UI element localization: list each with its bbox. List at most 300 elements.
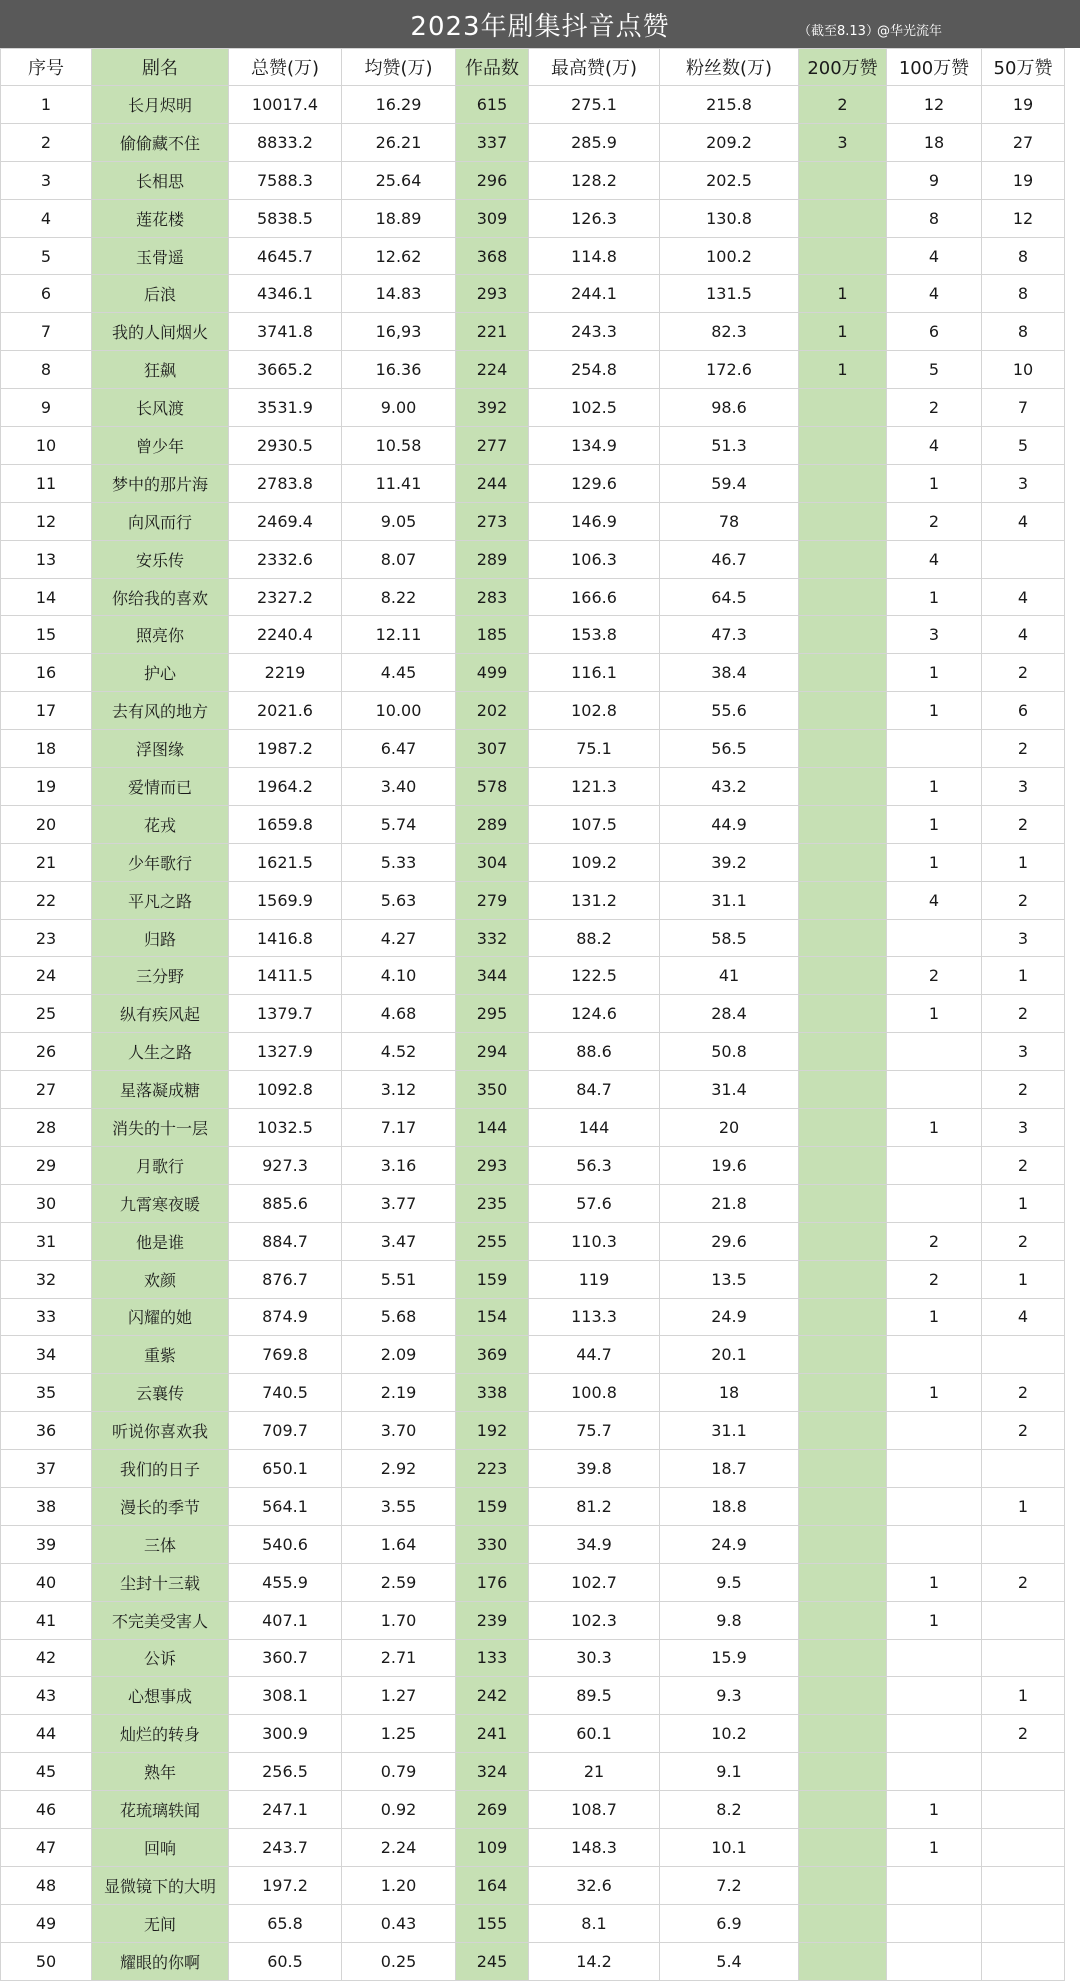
table-cell	[799, 1033, 887, 1071]
header-row	[1, 49, 1065, 86]
table-cell: 154	[456, 1298, 529, 1336]
column-header: 总赞(万)	[229, 49, 342, 86]
table-cell	[887, 1525, 982, 1563]
table-row	[1, 995, 1065, 1033]
table-cell: 241	[456, 1715, 529, 1753]
table-row	[1, 427, 1065, 465]
table-cell: 41	[660, 957, 799, 995]
table-row	[1, 1942, 1065, 1980]
table-cell	[799, 1450, 887, 1488]
table-cell: 1569.9	[229, 881, 342, 919]
table-cell: 人生之路	[92, 1033, 229, 1071]
table-cell: 10.00	[342, 692, 456, 730]
table-cell: 109.2	[529, 843, 660, 881]
table-cell: 39.2	[660, 843, 799, 881]
table-cell: 2	[887, 389, 982, 427]
table-cell: 44	[1, 1715, 92, 1753]
table-cell: 39.8	[529, 1450, 660, 1488]
table-cell: 2	[982, 1412, 1065, 1450]
table-cell: 12.11	[342, 616, 456, 654]
table-cell: 244	[456, 464, 529, 502]
table-cell: 3	[887, 616, 982, 654]
table-cell	[799, 1753, 887, 1791]
table-cell: 337	[456, 123, 529, 161]
table-cell	[799, 578, 887, 616]
table-cell: 三体	[92, 1525, 229, 1563]
table-cell: 12	[1, 502, 92, 540]
table-cell	[799, 616, 887, 654]
table-cell: 2469.4	[229, 502, 342, 540]
table-cell: 月歌行	[92, 1146, 229, 1184]
table-cell: 2930.5	[229, 427, 342, 465]
table-cell	[799, 1146, 887, 1184]
table-cell: 16.29	[342, 86, 456, 124]
table-cell: 2.71	[342, 1639, 456, 1677]
table-cell: 7.2	[660, 1866, 799, 1904]
table-cell: 2.92	[342, 1450, 456, 1488]
table-cell: 121.3	[529, 768, 660, 806]
table-row	[1, 237, 1065, 275]
table-cell: 偷偷藏不住	[92, 123, 229, 161]
table-cell: 33	[1, 1298, 92, 1336]
table-cell: 16.36	[342, 351, 456, 389]
table-cell: 309	[456, 199, 529, 237]
table-cell	[799, 1904, 887, 1942]
table-cell: 202.5	[660, 161, 799, 199]
table-cell: 2219	[229, 654, 342, 692]
table-cell: 5.74	[342, 805, 456, 843]
table-cell: 4	[887, 275, 982, 313]
table-cell	[887, 1033, 982, 1071]
table-cell: 4.68	[342, 995, 456, 1033]
table-cell: 36	[1, 1412, 92, 1450]
table-cell	[887, 1336, 982, 1374]
table-row	[1, 1601, 1065, 1639]
table-cell: 1	[982, 957, 1065, 995]
table-cell: 欢颜	[92, 1260, 229, 1298]
table-cell: 护心	[92, 654, 229, 692]
table-cell: 1.64	[342, 1525, 456, 1563]
table-cell	[799, 1374, 887, 1412]
table-cell: 1	[887, 1828, 982, 1866]
table-cell: 108.7	[529, 1791, 660, 1829]
table-cell: 119	[529, 1260, 660, 1298]
table-cell: 289	[456, 540, 529, 578]
table-cell: 10	[1, 427, 92, 465]
table-cell: 1.27	[342, 1677, 456, 1715]
table-cell: 18.8	[660, 1487, 799, 1525]
table-cell	[887, 1904, 982, 1942]
table-cell: 26	[1, 1033, 92, 1071]
table-cell: 709.7	[229, 1412, 342, 1450]
table-row	[1, 881, 1065, 919]
table-cell: 153.8	[529, 616, 660, 654]
table-cell	[887, 1184, 982, 1222]
table-cell: 50.8	[660, 1033, 799, 1071]
table-cell	[982, 1525, 1065, 1563]
table-cell: 消失的十一层	[92, 1109, 229, 1147]
table-cell: 8.1	[529, 1904, 660, 1942]
table-row	[1, 1109, 1065, 1147]
table-cell: 1	[887, 1563, 982, 1601]
table-cell: 223	[456, 1450, 529, 1488]
table-cell: 2.59	[342, 1563, 456, 1601]
table-cell: 1	[887, 1298, 982, 1336]
table-cell	[799, 1298, 887, 1336]
table-cell	[799, 161, 887, 199]
table-cell: 2	[982, 1715, 1065, 1753]
table-cell: 10.1	[660, 1828, 799, 1866]
table-cell: 221	[456, 313, 529, 351]
table-cell: 九霄寒夜暖	[92, 1184, 229, 1222]
table-cell: 49	[1, 1904, 92, 1942]
table-cell: 224	[456, 351, 529, 389]
table-row	[1, 1677, 1065, 1715]
table-cell: 254.8	[529, 351, 660, 389]
table-cell: 146.9	[529, 502, 660, 540]
table-cell: 2	[887, 957, 982, 995]
table-cell	[887, 1942, 982, 1980]
table-cell: 1987.2	[229, 730, 342, 768]
table-cell: 275.1	[529, 86, 660, 124]
table-cell: 455.9	[229, 1563, 342, 1601]
table-cell: 56.3	[529, 1146, 660, 1184]
table-cell: 243.3	[529, 313, 660, 351]
table-cell: 35	[1, 1374, 92, 1412]
table-row	[1, 1904, 1065, 1942]
table-row	[1, 1184, 1065, 1222]
table-cell: 3.16	[342, 1146, 456, 1184]
table-cell: 18	[887, 123, 982, 161]
column-header: 剧名	[92, 49, 229, 86]
table-row	[1, 1866, 1065, 1904]
table-cell	[982, 1601, 1065, 1639]
table-cell	[799, 1639, 887, 1677]
table-cell: 11	[1, 464, 92, 502]
table-cell: 65.8	[229, 1904, 342, 1942]
table-cell: 2	[1, 123, 92, 161]
table-cell: 1	[982, 1677, 1065, 1715]
table-cell: 0.92	[342, 1791, 456, 1829]
table-cell: 曾少年	[92, 427, 229, 465]
table-cell: 58.5	[660, 919, 799, 957]
table-cell	[799, 843, 887, 881]
table-cell: 78	[660, 502, 799, 540]
table-cell: 32.6	[529, 1866, 660, 1904]
table-cell: 88.2	[529, 919, 660, 957]
table-cell: 110.3	[529, 1222, 660, 1260]
table-cell	[799, 1942, 887, 1980]
table-cell	[982, 1791, 1065, 1829]
table-cell: 273	[456, 502, 529, 540]
table-cell: 215.8	[660, 86, 799, 124]
table-cell	[887, 1071, 982, 1109]
table-cell: 心想事成	[92, 1677, 229, 1715]
table-cell: 云襄传	[92, 1374, 229, 1412]
table-cell: 407.1	[229, 1601, 342, 1639]
table-row	[1, 161, 1065, 199]
table-cell: 37	[1, 1450, 92, 1488]
table-cell	[887, 1715, 982, 1753]
table-cell: 392	[456, 389, 529, 427]
table-cell: 46.7	[660, 540, 799, 578]
table-cell: 109	[456, 1828, 529, 1866]
table-cell: 4.27	[342, 919, 456, 957]
table-cell: 3741.8	[229, 313, 342, 351]
table-cell: 30.3	[529, 1639, 660, 1677]
table-cell: 5.68	[342, 1298, 456, 1336]
table-cell: 1	[799, 351, 887, 389]
table-cell	[799, 1336, 887, 1374]
table-cell: 116.1	[529, 654, 660, 692]
table-cell: 10	[982, 351, 1065, 389]
table-cell: 885.6	[229, 1184, 342, 1222]
table-cell: 40	[1, 1563, 92, 1601]
table-cell: 5838.5	[229, 199, 342, 237]
table-cell: 159	[456, 1487, 529, 1525]
table-cell	[982, 1942, 1065, 1980]
table-cell: 长月烬明	[92, 86, 229, 124]
table-cell: 4.10	[342, 957, 456, 995]
table-cell: 4	[887, 237, 982, 275]
table-cell: 122.5	[529, 957, 660, 995]
table-cell: 14	[1, 578, 92, 616]
table-cell: 后浪	[92, 275, 229, 313]
table-cell: 1	[887, 805, 982, 843]
table-cell: 1621.5	[229, 843, 342, 881]
table-cell: 578	[456, 768, 529, 806]
table-cell	[799, 1828, 887, 1866]
table-cell: 不完美受害人	[92, 1601, 229, 1639]
table-cell: 9.5	[660, 1563, 799, 1601]
table-cell: 1	[799, 275, 887, 313]
table-cell: 4.45	[342, 654, 456, 692]
table-cell: 247.1	[229, 1791, 342, 1829]
table-cell: 1	[887, 692, 982, 730]
table-cell: 88.6	[529, 1033, 660, 1071]
table-cell: 1964.2	[229, 768, 342, 806]
table-cell	[799, 540, 887, 578]
table-cell: 9.05	[342, 502, 456, 540]
table-cell: 876.7	[229, 1260, 342, 1298]
table-cell: 256.5	[229, 1753, 342, 1791]
table-cell: 368	[456, 237, 529, 275]
table-cell: 星落凝成糖	[92, 1071, 229, 1109]
table-cell	[799, 1260, 887, 1298]
table-cell: 102.5	[529, 389, 660, 427]
table-cell: 漫长的季节	[92, 1487, 229, 1525]
table-cell: 1	[887, 1601, 982, 1639]
table-cell: 1.20	[342, 1866, 456, 1904]
table-cell: 615	[456, 86, 529, 124]
table-row	[1, 1791, 1065, 1829]
table-cell: 1092.8	[229, 1071, 342, 1109]
table-cell: 564.1	[229, 1487, 342, 1525]
table-cell: 他是谁	[92, 1222, 229, 1260]
table-cell: 166.6	[529, 578, 660, 616]
table-cell: 82.3	[660, 313, 799, 351]
table-cell: 113.3	[529, 1298, 660, 1336]
table-cell: 安乐传	[92, 540, 229, 578]
table-cell: 269	[456, 1791, 529, 1829]
table-cell: 38	[1, 1487, 92, 1525]
table-cell: 650.1	[229, 1450, 342, 1488]
table-row	[1, 313, 1065, 351]
table-cell	[982, 1450, 1065, 1488]
table-cell: 59.4	[660, 464, 799, 502]
table-cell: 我的人间烟火	[92, 313, 229, 351]
table-cell: 148.3	[529, 1828, 660, 1866]
table-cell: 2021.6	[229, 692, 342, 730]
table-cell: 740.5	[229, 1374, 342, 1412]
table-cell: 4	[982, 616, 1065, 654]
table-cell: 106.3	[529, 540, 660, 578]
table-cell	[887, 1677, 982, 1715]
table-cell: 31.1	[660, 881, 799, 919]
table-cell	[799, 1677, 887, 1715]
table-cell: 0.43	[342, 1904, 456, 1942]
table-row	[1, 389, 1065, 427]
table-cell: 1	[887, 768, 982, 806]
table-row	[1, 616, 1065, 654]
table-cell	[799, 881, 887, 919]
table-cell: 131.5	[660, 275, 799, 313]
table-cell: 176	[456, 1563, 529, 1601]
table-cell: 4	[887, 540, 982, 578]
table-cell: 8	[887, 199, 982, 237]
table-cell: 24	[1, 957, 92, 995]
table-cell: 43	[1, 1677, 92, 1715]
table-row	[1, 1487, 1065, 1525]
table-cell	[799, 730, 887, 768]
table-cell: 540.6	[229, 1525, 342, 1563]
table-cell: 884.7	[229, 1222, 342, 1260]
table-row	[1, 123, 1065, 161]
table-cell: 10.58	[342, 427, 456, 465]
table-cell: 324	[456, 1753, 529, 1791]
table-cell: 2	[982, 1374, 1065, 1412]
table-cell	[887, 1450, 982, 1488]
table-cell: 499	[456, 654, 529, 692]
table-cell: 48	[1, 1866, 92, 1904]
table-cell: 5	[887, 351, 982, 389]
table-cell	[887, 919, 982, 957]
table-cell: 13.5	[660, 1260, 799, 1298]
table-cell: 2	[982, 1563, 1065, 1601]
table-cell: 1327.9	[229, 1033, 342, 1071]
table-cell: 44.7	[529, 1336, 660, 1374]
table-cell: 6	[1, 275, 92, 313]
table-cell	[799, 1222, 887, 1260]
table-row	[1, 1336, 1065, 1374]
table-cell: 1	[887, 1109, 982, 1147]
table-cell: 31.1	[660, 1412, 799, 1450]
table-cell: 灿烂的转身	[92, 1715, 229, 1753]
table-cell: 5	[1, 237, 92, 275]
table-cell: 21	[529, 1753, 660, 1791]
table-cell: 293	[456, 275, 529, 313]
table-cell	[799, 1563, 887, 1601]
table-cell: 1	[887, 578, 982, 616]
table-cell: 1659.8	[229, 805, 342, 843]
table-cell: 27	[982, 123, 1065, 161]
table-cell: 玉骨遥	[92, 237, 229, 275]
table-cell: 4645.7	[229, 237, 342, 275]
table-cell: 3.77	[342, 1184, 456, 1222]
table-cell: 去有风的地方	[92, 692, 229, 730]
table-cell: 245	[456, 1942, 529, 1980]
table-cell: 209.2	[660, 123, 799, 161]
table-cell: 31	[1, 1222, 92, 1260]
table-cell: 2240.4	[229, 616, 342, 654]
table-cell: 56.5	[660, 730, 799, 768]
table-cell: 19	[1, 768, 92, 806]
table-cell: 26.21	[342, 123, 456, 161]
table-cell: 89.5	[529, 1677, 660, 1715]
table-cell	[982, 540, 1065, 578]
table-cell: 8	[1, 351, 92, 389]
table-cell: 0.79	[342, 1753, 456, 1791]
table-cell: 24.9	[660, 1525, 799, 1563]
data-table	[0, 48, 1065, 1981]
table-cell: 16,93	[342, 313, 456, 351]
table-cell: 296	[456, 161, 529, 199]
table-cell	[799, 199, 887, 237]
table-cell: 34	[1, 1336, 92, 1374]
table-cell: 285.9	[529, 123, 660, 161]
table-cell: 350	[456, 1071, 529, 1109]
table-cell: 4346.1	[229, 275, 342, 313]
table-cell: 1	[887, 1374, 982, 1412]
table-cell: 你给我的喜欢	[92, 578, 229, 616]
table-cell: 显微镜下的大明	[92, 1866, 229, 1904]
table-cell: 102.3	[529, 1601, 660, 1639]
table-cell: 三分野	[92, 957, 229, 995]
table-cell	[887, 1866, 982, 1904]
table-cell: 295	[456, 995, 529, 1033]
table-cell: 4	[982, 502, 1065, 540]
table-cell: 1	[799, 313, 887, 351]
table-cell: 25.64	[342, 161, 456, 199]
table-cell: 1	[982, 1487, 1065, 1525]
table-cell: 14.83	[342, 275, 456, 313]
table-cell: 1	[887, 1791, 982, 1829]
table-cell: 2	[887, 502, 982, 540]
table-cell	[982, 1336, 1065, 1374]
table-cell	[799, 805, 887, 843]
table-cell: 3	[982, 464, 1065, 502]
table-row	[1, 1222, 1065, 1260]
table-cell: 9	[1, 389, 92, 427]
table-cell: 2	[982, 1146, 1065, 1184]
table-cell: 332	[456, 919, 529, 957]
table-cell: 9.3	[660, 1677, 799, 1715]
table-cell	[982, 1753, 1065, 1791]
table-cell: 124.6	[529, 995, 660, 1033]
table-cell: 304	[456, 843, 529, 881]
table-cell: 2	[887, 1222, 982, 1260]
table-cell: 38.4	[660, 654, 799, 692]
table-cell: 242	[456, 1677, 529, 1715]
table-cell: 3	[982, 1033, 1065, 1071]
table-cell: 197.2	[229, 1866, 342, 1904]
table-cell: 3	[982, 768, 1065, 806]
author-credit: @华光流年	[877, 24, 943, 39]
table-cell: 回响	[92, 1828, 229, 1866]
table-cell: 172.6	[660, 351, 799, 389]
table-row	[1, 654, 1065, 692]
table-cell	[887, 1639, 982, 1677]
